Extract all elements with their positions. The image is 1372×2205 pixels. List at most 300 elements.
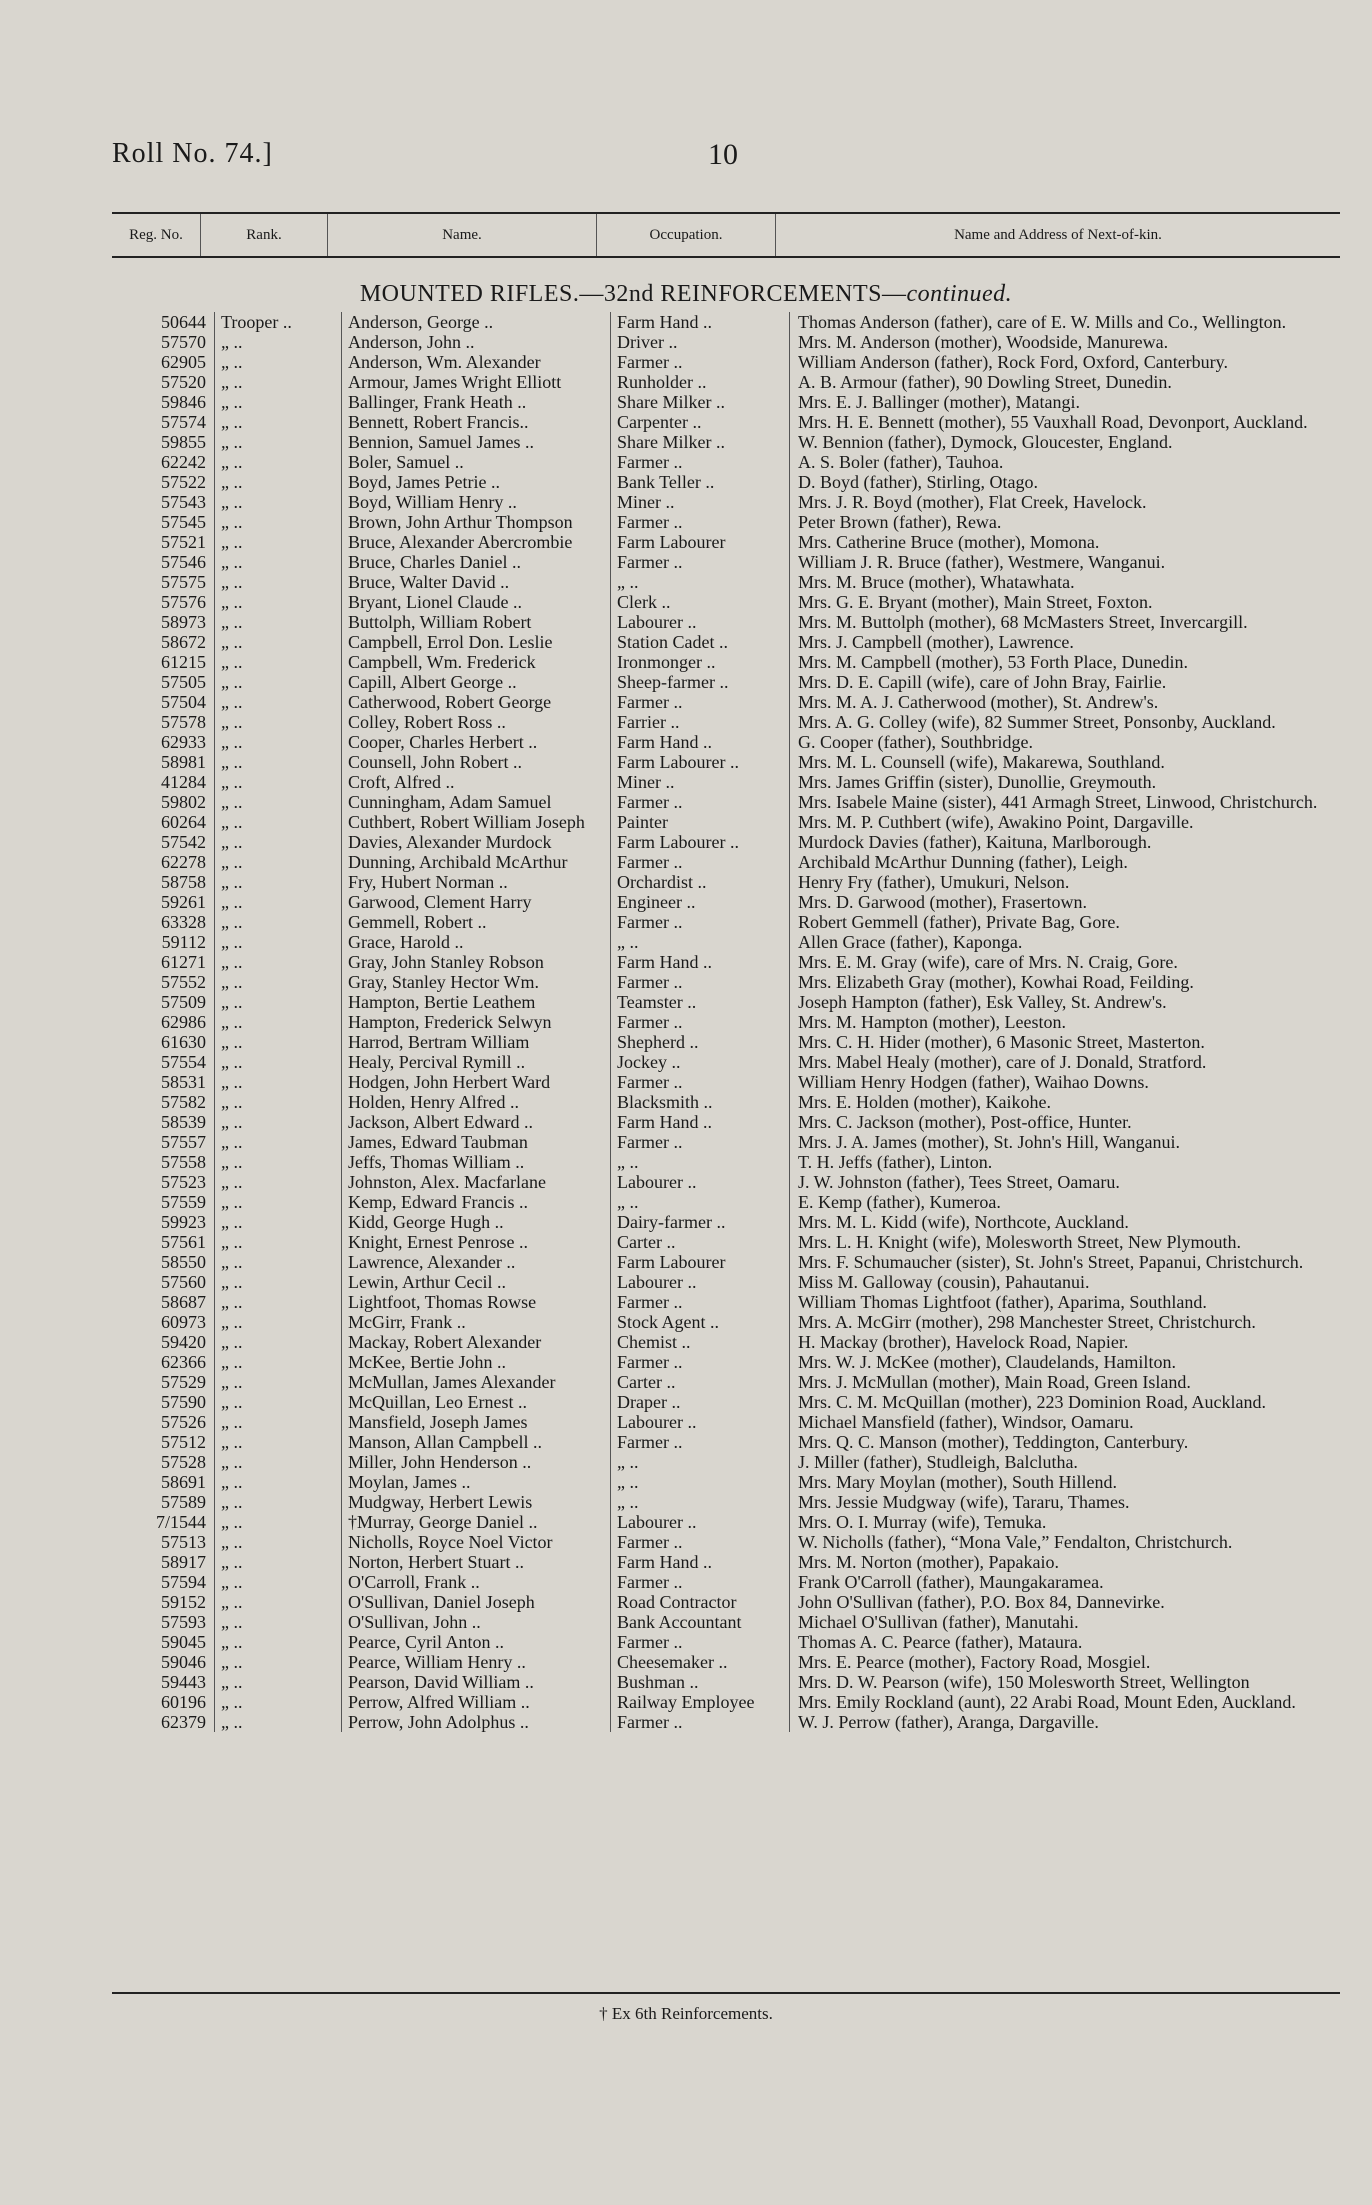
reg-no-cell: 57576 bbox=[161, 592, 206, 612]
occupation-cell: Chemist .. bbox=[611, 1332, 790, 1352]
name-cell: Miller, John Henderson .. bbox=[342, 1452, 611, 1472]
next-of-kin-cell: Mrs. E. J. Ballinger (mother), Matangi. bbox=[790, 392, 1341, 412]
name-cell: Anderson, Wm. Alexander bbox=[342, 352, 611, 372]
reg-no-cell: 61271 bbox=[161, 952, 206, 972]
next-of-kin-cell: Mrs. Q. C. Manson (mother), Teddington, Canterbury. bbox=[790, 1432, 1341, 1452]
table-row bbox=[112, 832, 1340, 852]
reg-no-cell: 60264 bbox=[161, 812, 206, 832]
table-row bbox=[112, 1452, 1340, 1472]
next-of-kin-cell: Mrs. A. G. Colley (wife), 82 Summer Street, Ponsonby, Auckland. bbox=[790, 712, 1341, 732]
table-row bbox=[112, 1332, 1340, 1352]
rank-cell: „ .. bbox=[215, 1452, 342, 1472]
reg-no-cell: 58550 bbox=[161, 1252, 206, 1272]
occupation-cell: Cheesemaker .. bbox=[611, 1652, 790, 1672]
name-cell: Davies, Alexander Murdock bbox=[342, 832, 611, 852]
occupation-cell: Clerk .. bbox=[611, 592, 790, 612]
table-row bbox=[112, 512, 1340, 532]
rank-cell: „ .. bbox=[215, 892, 342, 912]
name-cell: Hodgen, John Herbert Ward bbox=[342, 1072, 611, 1092]
next-of-kin-cell: Mrs. D. W. Pearson (wife), 150 Molesworth Street, Wellington bbox=[790, 1672, 1341, 1692]
page-header bbox=[0, 138, 1372, 182]
occupation-cell: Engineer .. bbox=[611, 892, 790, 912]
name-cell: Mudgway, Herbert Lewis bbox=[342, 1492, 611, 1512]
occupation-cell: Farmer .. bbox=[611, 552, 790, 572]
occupation-cell: Painter bbox=[611, 812, 790, 832]
next-of-kin-cell: Mrs. C. H. Hider (mother), 6 Masonic Street, Masterton. bbox=[790, 1032, 1341, 1052]
next-of-kin-cell: Mrs. A. McGirr (mother), 298 Manchester Street, Christchurch. bbox=[790, 1312, 1341, 1332]
name-cell: Gray, Stanley Hector Wm. bbox=[342, 972, 611, 992]
table-row bbox=[112, 1492, 1340, 1512]
reg-no-cell: 59802 bbox=[161, 792, 206, 812]
reg-no-cell: 57589 bbox=[161, 1492, 206, 1512]
reg-no-cell: 57582 bbox=[161, 1092, 206, 1112]
next-of-kin-cell: W. Nicholls (father), “Mona Vale,” Fendalton, Christchurch. bbox=[790, 1532, 1341, 1552]
occupation-cell: Farm Labourer bbox=[611, 532, 790, 552]
table-row bbox=[112, 652, 1340, 672]
rank-cell: „ .. bbox=[215, 492, 342, 512]
rank-cell: „ .. bbox=[215, 1032, 342, 1052]
reg-no-cell: 61630 bbox=[161, 1032, 206, 1052]
reg-no-cell: 57590 bbox=[161, 1392, 206, 1412]
name-cell: Bruce, Alexander Abercrombie bbox=[342, 532, 611, 552]
next-of-kin-cell: Mrs. Jessie Mudgway (wife), Tararu, Thames. bbox=[790, 1492, 1341, 1512]
reg-no-cell: 60196 bbox=[161, 1692, 206, 1712]
reg-no-cell: 62278 bbox=[161, 852, 206, 872]
occupation-cell: Farm Hand .. bbox=[611, 952, 790, 972]
occupation-cell: „ .. bbox=[611, 932, 790, 952]
table-row bbox=[112, 572, 1340, 592]
name-cell: Cooper, Charles Herbert .. bbox=[342, 732, 611, 752]
col-rank: Rank. bbox=[201, 213, 328, 257]
next-of-kin-cell: W. J. Perrow (father), Aranga, Dargaville. bbox=[790, 1712, 1341, 1732]
rank-cell: „ .. bbox=[215, 1292, 342, 1312]
reg-no-cell: 57526 bbox=[161, 1412, 206, 1432]
roll-table bbox=[112, 312, 1340, 1732]
next-of-kin-cell: W. Bennion (father), Dymock, Gloucester, England. bbox=[790, 432, 1341, 452]
rank-cell: „ .. bbox=[215, 1252, 342, 1272]
occupation-cell: Farmer .. bbox=[611, 792, 790, 812]
occupation-cell: Share Milker .. bbox=[611, 392, 790, 412]
occupation-cell: „ .. bbox=[611, 572, 790, 592]
table-row bbox=[112, 392, 1340, 412]
name-cell: Cuthbert, Robert William Joseph bbox=[342, 812, 611, 832]
occupation-cell: Farmer .. bbox=[611, 912, 790, 932]
rank-cell: „ .. bbox=[215, 1412, 342, 1432]
name-cell: Capill, Albert George .. bbox=[342, 672, 611, 692]
reg-no-cell: 57505 bbox=[161, 672, 206, 692]
occupation-cell: Farmer .. bbox=[611, 1352, 790, 1372]
table-row bbox=[112, 1692, 1340, 1712]
next-of-kin-cell: Miss M. Galloway (cousin), Pahautanui. bbox=[790, 1272, 1341, 1292]
occupation-cell: Miner .. bbox=[611, 772, 790, 792]
occupation-cell: Farmer .. bbox=[611, 1072, 790, 1092]
table-row bbox=[112, 312, 1340, 332]
occupation-cell: Bushman .. bbox=[611, 1672, 790, 1692]
next-of-kin-cell: Mrs. M. Buttolph (mother), 68 McMasters Street, Invercargill. bbox=[790, 612, 1341, 632]
rank-cell: „ .. bbox=[215, 1312, 342, 1332]
occupation-cell: Station Cadet .. bbox=[611, 632, 790, 652]
occupation-cell: Farmer .. bbox=[611, 972, 790, 992]
rank-cell: „ .. bbox=[215, 352, 342, 372]
name-cell: Boyd, William Henry .. bbox=[342, 492, 611, 512]
table-row bbox=[112, 852, 1340, 872]
rank-cell: „ .. bbox=[215, 952, 342, 972]
name-cell: Mackay, Robert Alexander bbox=[342, 1332, 611, 1352]
name-cell: Hampton, Frederick Selwyn bbox=[342, 1012, 611, 1032]
occupation-cell: Miner .. bbox=[611, 492, 790, 512]
name-cell: Mansfield, Joseph James bbox=[342, 1412, 611, 1432]
occupation-cell: Share Milker .. bbox=[611, 432, 790, 452]
table-row bbox=[112, 772, 1340, 792]
next-of-kin-cell: Thomas A. C. Pearce (father), Mataura. bbox=[790, 1632, 1341, 1652]
rank-cell: „ .. bbox=[215, 1432, 342, 1452]
reg-no-cell: 62905 bbox=[161, 352, 206, 372]
col-next-of-kin: Name and Address of Next-of-kin. bbox=[954, 226, 1162, 243]
name-cell: Lawrence, Alexander .. bbox=[342, 1252, 611, 1272]
reg-no-cell: 57522 bbox=[161, 472, 206, 492]
rank-cell: „ .. bbox=[215, 412, 342, 432]
occupation-cell: Farmer .. bbox=[611, 852, 790, 872]
rank-cell: „ .. bbox=[215, 1172, 342, 1192]
rank-cell: „ .. bbox=[215, 972, 342, 992]
name-cell: †Murray, George Daniel .. bbox=[342, 1512, 611, 1532]
table-row bbox=[112, 492, 1340, 512]
reg-no-cell: 58687 bbox=[161, 1292, 206, 1312]
rank-cell: „ .. bbox=[215, 1672, 342, 1692]
table-row bbox=[112, 452, 1340, 472]
name-cell: Bennett, Robert Francis.. bbox=[342, 412, 611, 432]
table-row bbox=[112, 1092, 1340, 1112]
name-cell: Kidd, George Hugh .. bbox=[342, 1212, 611, 1232]
table-row bbox=[112, 1292, 1340, 1312]
next-of-kin-cell: Allen Grace (father), Kaponga. bbox=[790, 932, 1341, 952]
next-of-kin-cell: E. Kemp (father), Kumeroa. bbox=[790, 1192, 1341, 1212]
occupation-cell: Farm Hand .. bbox=[611, 1552, 790, 1572]
name-cell: Anderson, George .. bbox=[342, 312, 611, 332]
name-cell: Buttolph, William Robert bbox=[342, 612, 611, 632]
next-of-kin-cell: Mrs. M. Norton (mother), Papakaio. bbox=[790, 1552, 1341, 1572]
rank-cell: „ .. bbox=[215, 1092, 342, 1112]
next-of-kin-cell: Mrs. Elizabeth Gray (mother), Kowhai Road, Feilding. bbox=[790, 972, 1341, 992]
table-row bbox=[112, 1612, 1340, 1632]
occupation-cell: Farmer .. bbox=[611, 1532, 790, 1552]
reg-no-cell: 57509 bbox=[161, 992, 206, 1012]
rank-cell: „ .. bbox=[215, 1652, 342, 1672]
next-of-kin-cell: Mrs. M. P. Cuthbert (wife), Awakino Point, Dargaville. bbox=[790, 812, 1341, 832]
rank-cell: „ .. bbox=[215, 992, 342, 1012]
table-row bbox=[112, 1372, 1340, 1392]
rank-cell: „ .. bbox=[215, 592, 342, 612]
reg-no-cell: 59420 bbox=[161, 1332, 206, 1352]
occupation-cell: Farmer .. bbox=[611, 512, 790, 532]
table-row bbox=[112, 1352, 1340, 1372]
name-cell: Croft, Alfred .. bbox=[342, 772, 611, 792]
occupation-cell: Farm Labourer .. bbox=[611, 752, 790, 772]
name-cell: O'Sullivan, John .. bbox=[342, 1612, 611, 1632]
reg-no-cell: 57578 bbox=[161, 712, 206, 732]
reg-no-cell: 61215 bbox=[161, 652, 206, 672]
name-cell: Perrow, John Adolphus .. bbox=[342, 1712, 611, 1732]
reg-no-cell: 59046 bbox=[161, 1652, 206, 1672]
occupation-cell: „ .. bbox=[611, 1492, 790, 1512]
next-of-kin-cell: Mrs. O. I. Murray (wife), Temuka. bbox=[790, 1512, 1341, 1532]
next-of-kin-cell: Mrs. M. Hampton (mother), Leeston. bbox=[790, 1012, 1341, 1032]
name-cell: McMullan, James Alexander bbox=[342, 1372, 611, 1392]
occupation-cell: Ironmonger .. bbox=[611, 652, 790, 672]
table-row bbox=[112, 1552, 1340, 1572]
table-row bbox=[112, 1532, 1340, 1552]
table-row bbox=[112, 1472, 1340, 1492]
next-of-kin-cell: G. Cooper (father), Southbridge. bbox=[790, 732, 1341, 752]
next-of-kin-cell: A. B. Armour (father), 90 Dowling Street, Dunedin. bbox=[790, 372, 1341, 392]
reg-no-cell: 57504 bbox=[161, 692, 206, 712]
name-cell: Norton, Herbert Stuart .. bbox=[342, 1552, 611, 1572]
reg-no-cell: 57523 bbox=[161, 1172, 206, 1192]
rank-cell: „ .. bbox=[215, 432, 342, 452]
reg-no-cell: 57520 bbox=[161, 372, 206, 392]
reg-no-cell: 58691 bbox=[161, 1472, 206, 1492]
reg-no-cell: 62986 bbox=[161, 1012, 206, 1032]
section-title-text: MOUNTED RIFLES.—32nd REINFORCEMENTS— bbox=[359, 281, 907, 307]
rank-cell: Trooper .. bbox=[215, 312, 342, 332]
rank-cell: „ .. bbox=[215, 1332, 342, 1352]
next-of-kin-cell: Henry Fry (father), Umukuri, Nelson. bbox=[790, 872, 1341, 892]
next-of-kin-cell: D. Boyd (father), Stirling, Otago. bbox=[790, 472, 1341, 492]
section-title bbox=[0, 281, 1372, 308]
next-of-kin-cell: Mrs. C. M. McQuillan (mother), 223 Dominion Road, Auckland. bbox=[790, 1392, 1341, 1412]
next-of-kin-cell: William Anderson (father), Rock Ford, Oxford, Canterbury. bbox=[790, 352, 1341, 372]
col-reg-no: Reg. No. bbox=[112, 213, 201, 257]
table-row bbox=[112, 1152, 1340, 1172]
reg-no-cell: 60973 bbox=[161, 1312, 206, 1332]
rank-cell: „ .. bbox=[215, 1552, 342, 1572]
occupation-cell: „ .. bbox=[611, 1452, 790, 1472]
occupation-cell: Farmer .. bbox=[611, 1572, 790, 1592]
occupation-cell: Teamster .. bbox=[611, 992, 790, 1012]
table-row bbox=[112, 372, 1340, 392]
table-row bbox=[112, 532, 1340, 552]
reg-no-cell: 58917 bbox=[161, 1552, 206, 1572]
next-of-kin-cell: Mrs. W. J. McKee (mother), Claudelands, Hamilton. bbox=[790, 1352, 1341, 1372]
rank-cell: „ .. bbox=[215, 1152, 342, 1172]
occupation-cell: Labourer .. bbox=[611, 612, 790, 632]
name-cell: Manson, Allan Campbell .. bbox=[342, 1432, 611, 1452]
occupation-cell: Sheep-farmer .. bbox=[611, 672, 790, 692]
name-cell: Perrow, Alfred William .. bbox=[342, 1692, 611, 1712]
next-of-kin-cell: Mrs. E. Pearce (mother), Factory Road, Mosgiel. bbox=[790, 1652, 1341, 1672]
name-cell: Healy, Percival Rymill .. bbox=[342, 1052, 611, 1072]
reg-no-cell: 59846 bbox=[161, 392, 206, 412]
reg-no-cell: 57561 bbox=[161, 1232, 206, 1252]
occupation-cell: Bank Accountant bbox=[611, 1612, 790, 1632]
roll-number: Roll No. 74.] bbox=[112, 138, 273, 169]
next-of-kin-cell: Mrs. G. E. Bryant (mother), Main Street, Foxton. bbox=[790, 592, 1341, 612]
occupation-cell: Dairy-farmer .. bbox=[611, 1212, 790, 1232]
rank-cell: „ .. bbox=[215, 1232, 342, 1252]
reg-no-cell: 57570 bbox=[161, 332, 206, 352]
reg-no-cell: 59112 bbox=[161, 932, 206, 952]
reg-no-cell: 62366 bbox=[161, 1352, 206, 1372]
next-of-kin-cell: Mrs. J. Campbell (mother), Lawrence. bbox=[790, 632, 1341, 652]
bottom-rule bbox=[112, 1992, 1340, 1994]
occupation-cell: Carter .. bbox=[611, 1232, 790, 1252]
name-cell: Catherwood, Robert George bbox=[342, 692, 611, 712]
next-of-kin-cell: Mrs. D. Garwood (mother), Frasertown. bbox=[790, 892, 1341, 912]
name-cell: Jeffs, Thomas William .. bbox=[342, 1152, 611, 1172]
rank-cell: „ .. bbox=[215, 852, 342, 872]
next-of-kin-cell: William Henry Hodgen (father), Waihao Downs. bbox=[790, 1072, 1341, 1092]
name-cell: Pearce, William Henry .. bbox=[342, 1652, 611, 1672]
rank-cell: „ .. bbox=[215, 1692, 342, 1712]
rank-cell: „ .. bbox=[215, 372, 342, 392]
table-row bbox=[112, 612, 1340, 632]
reg-no-cell: 59923 bbox=[161, 1212, 206, 1232]
table-row bbox=[112, 732, 1340, 752]
table-row bbox=[112, 1712, 1340, 1732]
name-cell: Bryant, Lionel Claude .. bbox=[342, 592, 611, 612]
next-of-kin-cell: Mrs. M. Anderson (mother), Woodside, Manurewa. bbox=[790, 332, 1341, 352]
occupation-cell: „ .. bbox=[611, 1152, 790, 1172]
name-cell: Anderson, John .. bbox=[342, 332, 611, 352]
occupation-cell: Farmer .. bbox=[611, 1132, 790, 1152]
column-header bbox=[112, 212, 1340, 258]
occupation-cell: Farmer .. bbox=[611, 352, 790, 372]
occupation-cell: Farmer .. bbox=[611, 1432, 790, 1452]
reg-no-cell: 57574 bbox=[161, 412, 206, 432]
table-row bbox=[112, 1432, 1340, 1452]
next-of-kin-cell: Mrs. J. McMullan (mother), Main Road, Green Island. bbox=[790, 1372, 1341, 1392]
rank-cell: „ .. bbox=[215, 1592, 342, 1612]
reg-no-cell: 57558 bbox=[161, 1152, 206, 1172]
name-cell: Lightfoot, Thomas Rowse bbox=[342, 1292, 611, 1312]
occupation-cell: Jockey .. bbox=[611, 1052, 790, 1072]
occupation-cell: Farrier .. bbox=[611, 712, 790, 732]
rank-cell: „ .. bbox=[215, 1052, 342, 1072]
rank-cell: „ .. bbox=[215, 832, 342, 852]
next-of-kin-cell: Mrs. Mabel Healy (mother), care of J. Donald, Stratford. bbox=[790, 1052, 1341, 1072]
name-cell: Harrod, Bertram William bbox=[342, 1032, 611, 1052]
name-cell: Bruce, Charles Daniel .. bbox=[342, 552, 611, 572]
occupation-cell: Carpenter .. bbox=[611, 412, 790, 432]
name-cell: Lewin, Arthur Cecil .. bbox=[342, 1272, 611, 1292]
name-cell: McGirr, Frank .. bbox=[342, 1312, 611, 1332]
reg-no-cell: 57594 bbox=[161, 1572, 206, 1592]
name-cell: Johnston, Alex. Macfarlane bbox=[342, 1172, 611, 1192]
rank-cell: „ .. bbox=[215, 1132, 342, 1152]
rank-cell: „ .. bbox=[215, 732, 342, 752]
rank-cell: „ .. bbox=[215, 1532, 342, 1552]
next-of-kin-cell: Mrs. Emily Rockland (aunt), 22 Arabi Road, Mount Eden, Auckland. bbox=[790, 1692, 1341, 1712]
occupation-cell: Labourer .. bbox=[611, 1412, 790, 1432]
rank-cell: „ .. bbox=[215, 872, 342, 892]
rank-cell: „ .. bbox=[215, 1012, 342, 1032]
rank-cell: „ .. bbox=[215, 1492, 342, 1512]
next-of-kin-cell: Michael O'Sullivan (father), Manutahi. bbox=[790, 1612, 1341, 1632]
rank-cell: „ .. bbox=[215, 552, 342, 572]
rank-cell: „ .. bbox=[215, 612, 342, 632]
occupation-cell: Labourer .. bbox=[611, 1172, 790, 1192]
name-cell: Counsell, John Robert .. bbox=[342, 752, 611, 772]
reg-no-cell: 57560 bbox=[161, 1272, 206, 1292]
next-of-kin-cell: Frank O'Carroll (father), Maungakaramea. bbox=[790, 1572, 1341, 1592]
rank-cell: „ .. bbox=[215, 572, 342, 592]
name-cell: O'Sullivan, Daniel Joseph bbox=[342, 1592, 611, 1612]
next-of-kin-cell: Mrs. J. R. Boyd (mother), Flat Creek, Havelock. bbox=[790, 492, 1341, 512]
next-of-kin-cell: Mrs. H. E. Bennett (mother), 55 Vauxhall Road, Devonport, Auckland. bbox=[790, 412, 1341, 432]
rank-cell: „ .. bbox=[215, 1512, 342, 1532]
name-cell: Gray, John Stanley Robson bbox=[342, 952, 611, 972]
table-row bbox=[112, 472, 1340, 492]
next-of-kin-cell: T. H. Jeffs (father), Linton. bbox=[790, 1152, 1341, 1172]
next-of-kin-cell: Michael Mansfield (father), Windsor, Oamaru. bbox=[790, 1412, 1341, 1432]
name-cell: Cunningham, Adam Samuel bbox=[342, 792, 611, 812]
next-of-kin-cell: William Thomas Lightfoot (father), Aparima, Southland. bbox=[790, 1292, 1341, 1312]
name-cell: Holden, Henry Alfred .. bbox=[342, 1092, 611, 1112]
reg-no-cell: 57542 bbox=[161, 832, 206, 852]
rank-cell: „ .. bbox=[215, 1212, 342, 1232]
next-of-kin-cell: J. Miller (father), Studleigh, Balclutha. bbox=[790, 1452, 1341, 1472]
table-row bbox=[112, 952, 1340, 972]
reg-no-cell: 57557 bbox=[161, 1132, 206, 1152]
rank-cell: „ .. bbox=[215, 392, 342, 412]
reg-no-cell: 57543 bbox=[161, 492, 206, 512]
rank-cell: „ .. bbox=[215, 912, 342, 932]
table-row bbox=[112, 912, 1340, 932]
occupation-cell: Carter .. bbox=[611, 1372, 790, 1392]
rank-cell: „ .. bbox=[215, 1192, 342, 1212]
next-of-kin-cell: Archibald McArthur Dunning (father), Leigh. bbox=[790, 852, 1341, 872]
rank-cell: „ .. bbox=[215, 1372, 342, 1392]
col-name: Name. bbox=[328, 213, 597, 257]
next-of-kin-cell: Mrs. J. A. James (mother), St. John's Hill, Wanganui. bbox=[790, 1132, 1341, 1152]
occupation-cell: Farmer .. bbox=[611, 1712, 790, 1732]
table-row bbox=[112, 1632, 1340, 1652]
name-cell: Garwood, Clement Harry bbox=[342, 892, 611, 912]
next-of-kin-cell: Mrs. F. Schumaucher (sister), St. John's Street, Papanui, Christchurch. bbox=[790, 1252, 1341, 1272]
name-cell: Campbell, Errol Don. Leslie bbox=[342, 632, 611, 652]
name-cell: Armour, James Wright Elliott bbox=[342, 372, 611, 392]
name-cell: Fry, Hubert Norman .. bbox=[342, 872, 611, 892]
occupation-cell: Farm Hand .. bbox=[611, 732, 790, 752]
rank-cell: „ .. bbox=[215, 1572, 342, 1592]
occupation-cell: Farmer .. bbox=[611, 692, 790, 712]
occupation-cell: Labourer .. bbox=[611, 1512, 790, 1532]
occupation-cell: Farm Labourer .. bbox=[611, 832, 790, 852]
rank-cell: „ .. bbox=[215, 1072, 342, 1092]
name-cell: Brown, John Arthur Thompson bbox=[342, 512, 611, 532]
rank-cell: „ .. bbox=[215, 1712, 342, 1732]
table-row bbox=[112, 552, 1340, 572]
reg-no-cell: 57512 bbox=[161, 1432, 206, 1452]
rank-cell: „ .. bbox=[215, 1632, 342, 1652]
name-cell: Gemmell, Robert .. bbox=[342, 912, 611, 932]
name-cell: O'Carroll, Frank .. bbox=[342, 1572, 611, 1592]
reg-no-cell: 62242 bbox=[161, 452, 206, 472]
reg-no-cell: 57529 bbox=[161, 1372, 206, 1392]
rank-cell: „ .. bbox=[215, 672, 342, 692]
table-row bbox=[112, 1132, 1340, 1152]
name-cell: Ballinger, Frank Heath .. bbox=[342, 392, 611, 412]
name-cell: Moylan, James .. bbox=[342, 1472, 611, 1492]
reg-no-cell: 50644 bbox=[161, 312, 206, 332]
rank-cell: „ .. bbox=[215, 752, 342, 772]
table-row bbox=[112, 1272, 1340, 1292]
table-row bbox=[112, 1252, 1340, 1272]
occupation-cell: Stock Agent .. bbox=[611, 1312, 790, 1332]
table-row bbox=[112, 432, 1340, 452]
table-row bbox=[112, 632, 1340, 652]
name-cell: McQuillan, Leo Ernest .. bbox=[342, 1392, 611, 1412]
